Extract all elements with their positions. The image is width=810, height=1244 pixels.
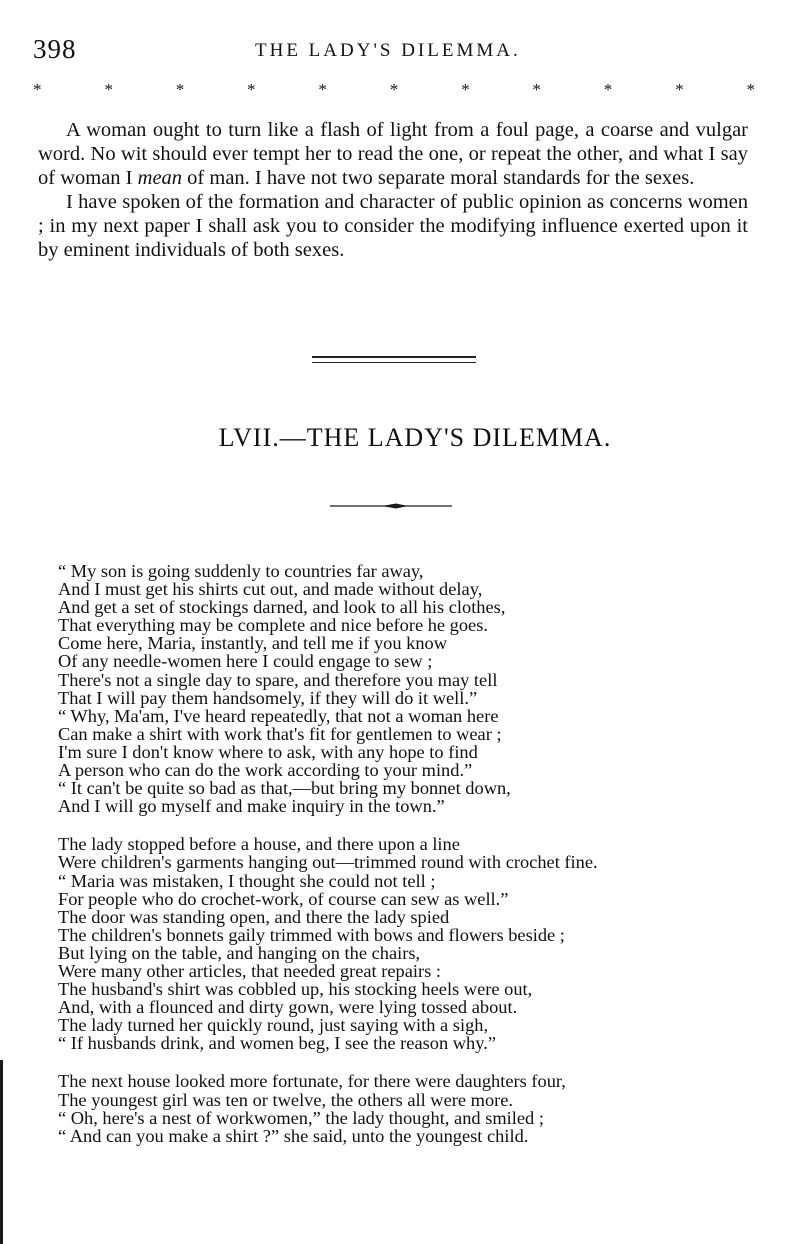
poem-line: Were children's garments hanging out—trimmed round with crochet fine. [58, 852, 598, 873]
poem-line: The youngest girl was ten or twelve, the others all were more. [58, 1089, 514, 1110]
poem-line: And I must get his shirts cut out, and made without delay, [58, 579, 483, 600]
poem-line: And, with a flounced and dirty gown, were lying tossed about. [58, 997, 518, 1018]
poem [58, 562, 798, 1165]
poem-line: That I will pay them handsomely, if they will do it well.” [58, 687, 478, 708]
poem-line: “ Oh, here's a nest of workwomen,” the lady thought, and smiled ; [58, 1107, 544, 1128]
poem-line: And get a set of stockings darned, and look to all his clothes, [58, 597, 506, 618]
poem-line: That everything may be complete and nice before he goes. [58, 615, 488, 636]
page-header [33, 34, 778, 68]
poem-line: And I will go myself and make inquiry in the town.” [58, 796, 445, 817]
prose-paragraph: I have spoken of the formation and character of public opinion as concerns women ; in my next paper I shall ask you to consider the modifying influence exerted upon it by eminent individuals of both sexes. [38, 191, 748, 261]
poem-line: But lying on the table, and hanging on the chairs, [58, 942, 421, 963]
poem-stanza [58, 562, 798, 815]
separator-star: * [603, 80, 613, 99]
emphasized-word: mean [137, 167, 183, 189]
poem-line: “ If husbands drink, and women beg, I see the reason why.” [58, 1033, 497, 1054]
ornamental-divider [330, 500, 452, 512]
separator-star: * [318, 80, 327, 99]
page-number: 398 [33, 34, 77, 64]
poem-line: Can make a shirt with work that's fit for gentlemen to wear ; [58, 723, 502, 744]
separator-star: * [389, 80, 399, 99]
poem-stanza [58, 1072, 798, 1144]
separator-star: * [247, 80, 256, 99]
poem-line: Come here, Maria, instantly, and tell me if you know [58, 633, 448, 654]
star-separator [33, 80, 755, 100]
poem-line: The lady stopped before a house, and there upon a line [58, 834, 460, 855]
running-title: THE LADY'S DILEMMA. [255, 40, 521, 61]
poem-line: “ My son is going suddenly to countries far away, [58, 561, 424, 581]
separator-star: * [461, 80, 470, 99]
poem-line: Of any needle-women here I could engage to sew ; [58, 651, 433, 672]
poem-line: The children's bonnets gaily trimmed with bows and flowers beside ; [58, 924, 565, 945]
poem-line: The husband's shirt was cobbled up, his stocking heels were out, [58, 979, 533, 1000]
poem-line: A person who can do the work according to your mind.” [58, 760, 473, 781]
poem-line: The lady turned her quickly round, just saying with a sigh, [58, 1015, 489, 1036]
separator-star: * [675, 80, 684, 99]
poem-line: “ Maria was mistaken, I thought she could not tell ; [58, 870, 436, 891]
section-divider [312, 356, 476, 363]
separator-star: * [746, 80, 755, 99]
page-edge-rule [0, 1060, 3, 1244]
poem-line: “ Why, Ma'am, I've heard repeatedly, that not a woman here [58, 705, 499, 726]
separator-star: * [104, 80, 113, 99]
poem-line: Were many other articles, that needed great repairs : [58, 960, 442, 981]
poem-line: I'm sure I don't know where to ask, with any hope to find [58, 741, 478, 762]
poem-line: For people who do crochet-work, of course can sew as well.” [58, 888, 509, 909]
prose-section [38, 118, 748, 262]
poem-line: “ And can you make a shirt ?” she said, unto the youngest child. [58, 1125, 529, 1146]
chapter-title: LVII.—THE LADY'S DILEMMA. [218, 423, 612, 452]
poem-line: “ It can't be quite so bad as that,—but bring my bonnet down, [58, 778, 511, 799]
prose-paragraph: A woman ought to turn like a flash of light from a foul page, a coarse and vulgar word. No wit should ever tempt her to read the one, or repeat the other, and what I say of woman I mean of man. I have not two separate moral standards for the sexes. [38, 119, 748, 189]
separator-star: * [175, 80, 185, 99]
poem-stanza [58, 835, 798, 1052]
separator-star: * [33, 80, 42, 99]
poem-line: The next house looked more fortunate, for there were daughters four, [58, 1071, 566, 1092]
separator-star: * [532, 80, 541, 99]
poem-line: The door was standing open, and there the lady spied [58, 906, 450, 927]
poem-line: There's not a single day to spare, and therefore you may tell [58, 669, 498, 690]
